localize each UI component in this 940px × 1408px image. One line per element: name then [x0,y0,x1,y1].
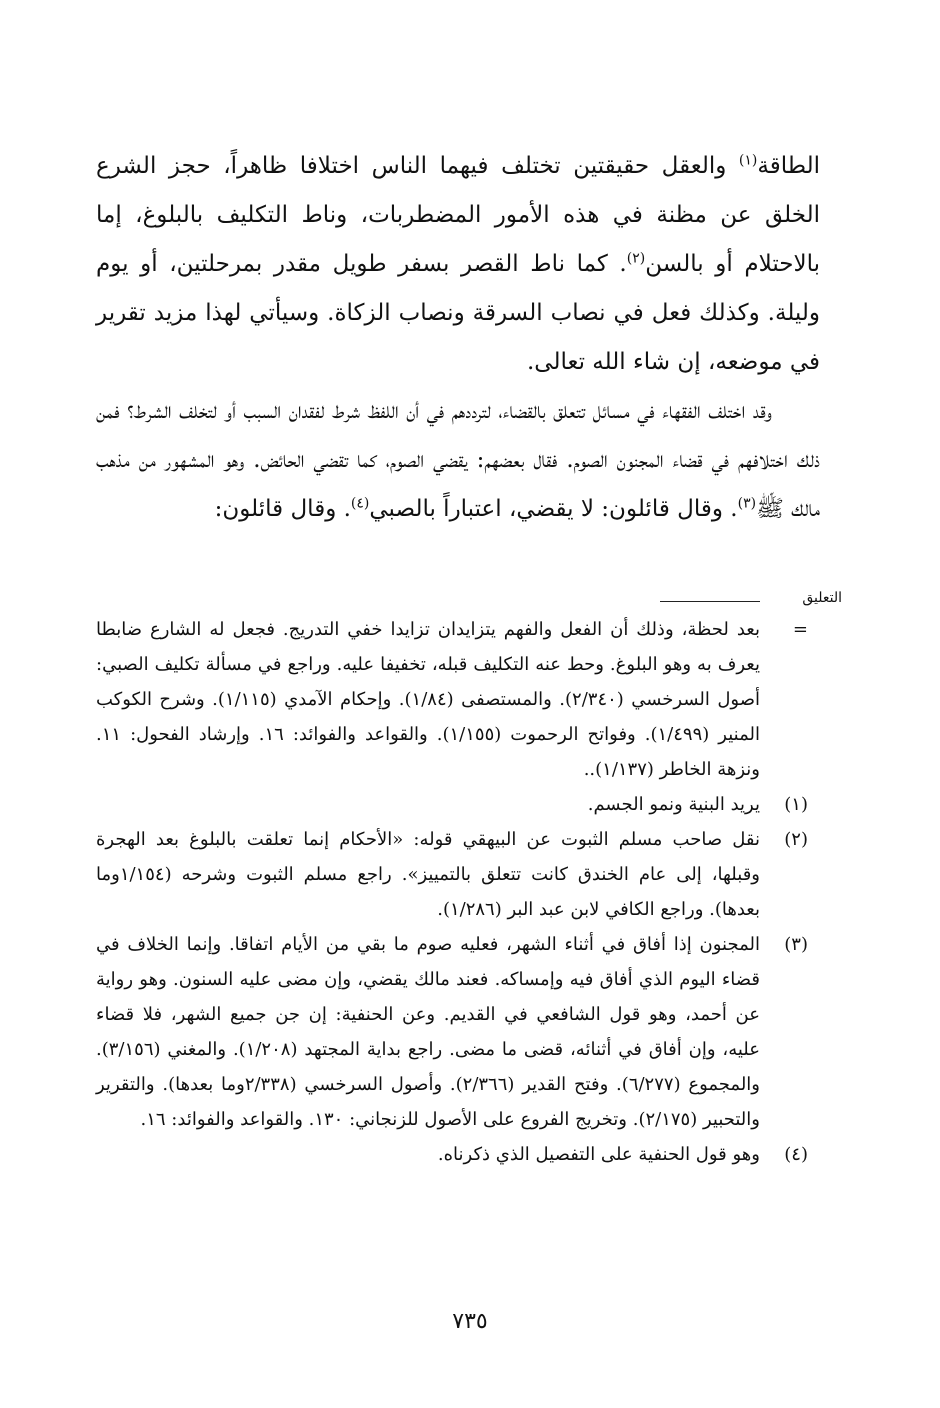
paragraph-1-text-b: والعقل حقيقتين تختلف فيهما الناس اختلافا ظاهراً، حجز الشرع الخلق عن مظنة في هذه الأمور المضطربات، وناط التكليف بالبلوغ، إما بالاحتلام أو بالسن [96,153,821,277]
footnote-1 [96,787,808,822]
footnote-text: المجنون إذا أفاق في أثناء الشهر، فعليه صوم ما بقي من الأيام اتفاقا. وإنما الخلاف في قضاء اليوم الذي أفاق فيه وإمساكه. فعند مالك يقضي، وإن مضى عليه السنون. وهو رواية عن أحمد، وهو قول الشافعي في القديم. وعن الحنفية: إن جن جميع الشهر، فلا قضاء عليه، وإن أفاق في أثنائه، قضى ما مضى. راجع بداية المجتهد (١/٢٠٨). والمغني (٣/١٥٦). والمجموع (٦/٢٧٧). وفتح القدير (٢/٣٦٦). وأصول السرخسي (٢/٣٣٨وما بعدها). والتقرير والتحبير (٢/١٧٥). وتخريج الفروع على الأصول للزنجاني: ١٣٠. والقواعد والفوائد: ١٦. [96,934,761,1130]
footnote-text: وهو قول الحنفية على التفصيل الذي ذكرناه. [437,1144,760,1165]
footnote-ref-2: (٢) [626,250,646,267]
footnote-text: نقل صاحب مسلم الثبوت عن البيهقي قوله: «الأحكام إنما تعلقت بالبلوغ بعد الهجرة وقبلها، إلى عام الخندق كانت تتعلق بالتمييز». راجع مسلم الثبوت وشرحه (١/١٥٤وما بعدها). وراجع الكافي لابن عبد البر (١/٢٨٦). [96,829,760,920]
footnote-text: يريد البنية ونمو الجسم. [587,794,760,815]
footnotes-divider [660,601,760,602]
page-number: ٧٣٥ [452,1309,488,1334]
footnote-continuation [96,612,808,787]
footnote-ref-1: (١) [738,152,758,169]
paragraph-2 [96,387,820,534]
paragraph-2-text-a: وقد اختلف الفقهاء في مسائل تتعلق بالقضاء، لترددهم في أن اللفظ شرط لفقدان السبب أو لتخلف الشرط؟ فمن ذلك اختلافهم في قضاء المجنون الصوم. فقال بعضهم: يقضي الصوم، كما تقضي الحائض. وهو المشهور من مذهب مالك ﷺ [96,398,820,522]
footnote-2 [96,822,808,927]
footnote-3 [96,927,808,1137]
paragraph-1-text-a: الطاقة [757,153,820,179]
footnote-continuation-text: بعد لحظة، وذلك أن الفعل والفهم يتزايدان تزايدا خفي التدريج. فجعل له الشارع ضابطا يعرف به وهو البلوغ. وحط عنه التكليف قبله، تخفيفا عليه. وراجع في مسألة تكليف الصبي: أصول السرخسي (٢/٣٤٠). والمستصفى (١/٨٤). وإحكام الآمدي (١/١١٥). وشرح الكوكب المنير (١/٤٩٩). وفواتح الرحموت (١/١٥٥). والقواعد والفوائد: ١٦. وإرشاد الفحول: ١١. ونزهة الخاطر (١/١٣٧).. [96,619,760,780]
footnote-ref-3: (٣) [737,495,757,512]
paragraph-1 [96,142,820,387]
main-text [96,142,820,534]
footnote-number: (٤) [784,1144,808,1165]
footnotes-label: التعليق [802,590,842,606]
continuation-marker: = [792,619,808,640]
paragraph-2-text-c: . وقال قائلون: [214,496,351,522]
footnote-number: (٣) [784,934,808,955]
footnote-4 [96,1137,808,1172]
footnote-number: (١) [784,794,808,815]
footnote-number: (٢) [784,829,808,850]
footnote-ref-4: (٤) [350,495,370,512]
paragraph-1-text-c: . كما ناط القصر بسفر طويل مقدر بمرحلتين، أو يوم وليلة. وكذلك فعل في نصاب السرقة ونصاب الزكاة. وسيأتي لهذا مزيد تقرير في موضعه، إن شاء الله تعالى. [96,251,820,375]
footnotes [96,612,808,1172]
paragraph-2-text-b: . وقال قائلون: لا يقضي، اعتباراً بالصبي [369,496,738,522]
